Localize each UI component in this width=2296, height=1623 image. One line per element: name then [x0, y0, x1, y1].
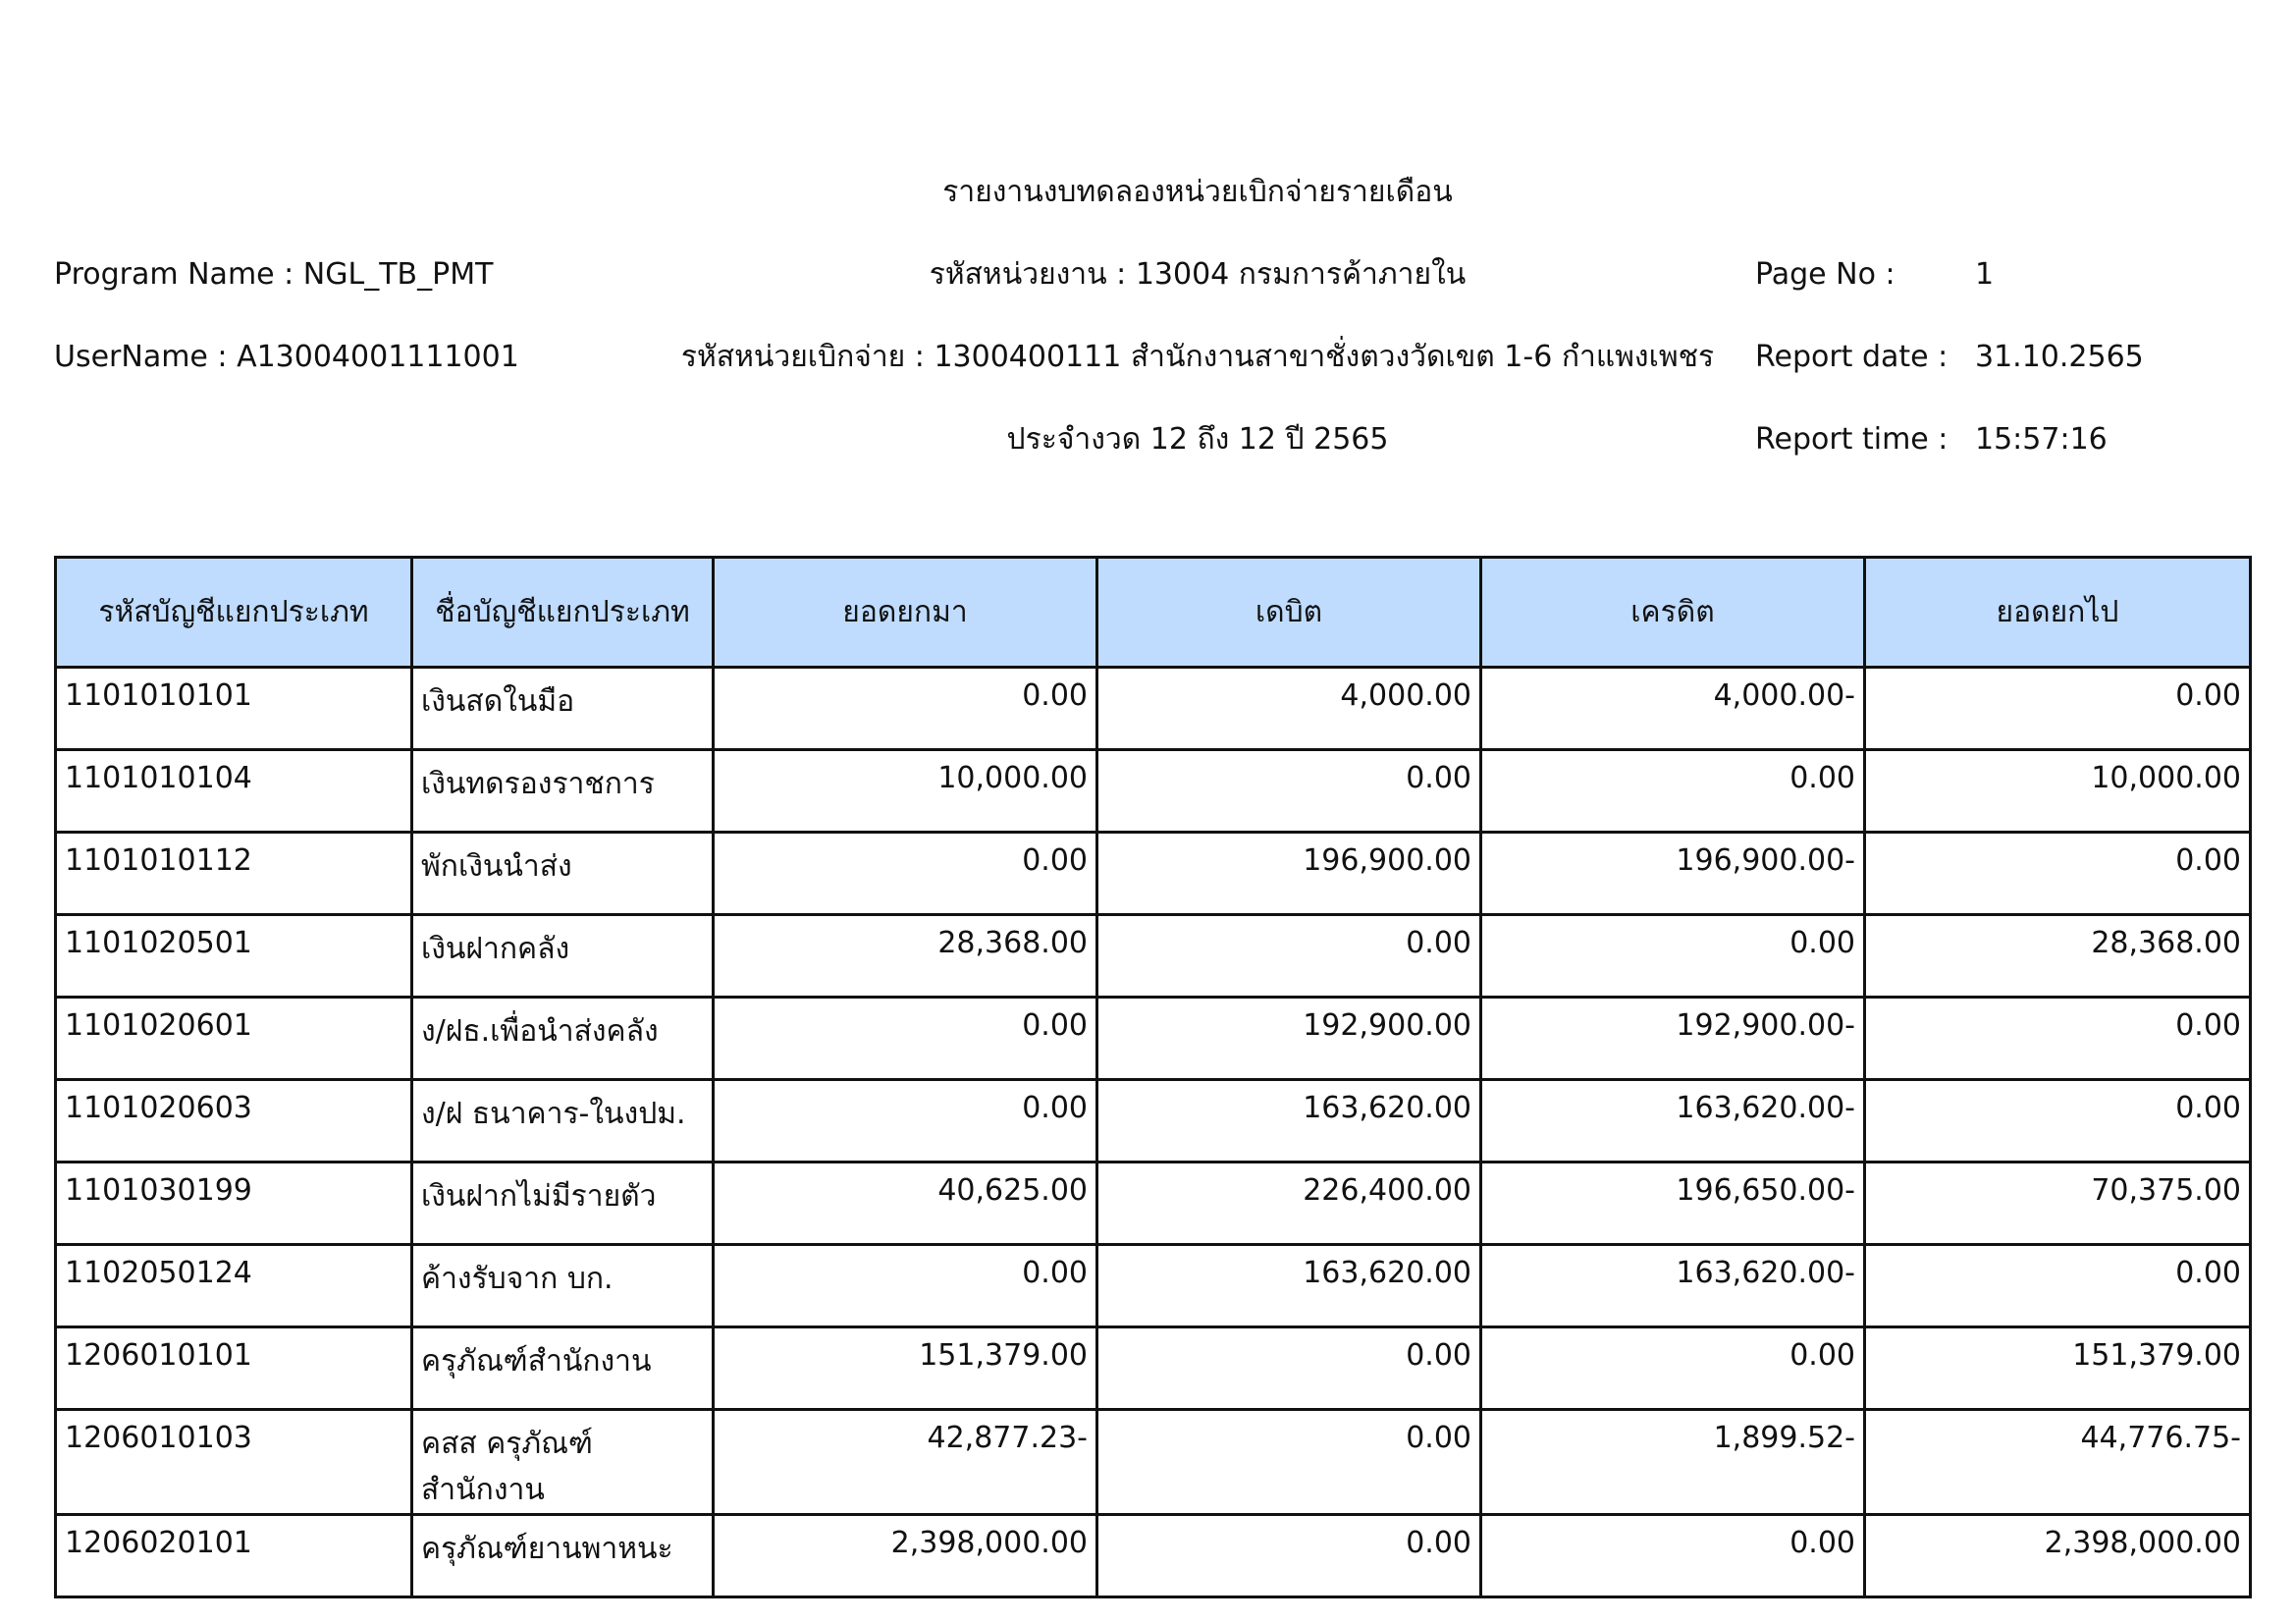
cell-account-name: ง/ฝ ธนาคาร-ในงปม.	[412, 1080, 714, 1163]
cell-balance-forward: 42,877.23-	[714, 1410, 1097, 1515]
cell-account-code: 1101020601	[56, 998, 412, 1080]
table-row	[56, 1515, 2251, 1597]
report-time-label: Report time :	[1755, 422, 1949, 457]
cell-balance-forward: 40,625.00	[714, 1163, 1097, 1245]
table-row	[56, 1245, 2251, 1327]
cell-balance-forward: 151,379.00	[714, 1327, 1097, 1410]
cell-debit: 192,900.00	[1097, 998, 1481, 1080]
cell-credit: 0.00	[1481, 1515, 1865, 1597]
cell-balance-forward: 0.00	[714, 1080, 1097, 1163]
col-header-account-code: รหัสบัญชีแยกประเภท	[56, 558, 412, 668]
cell-balance-forward: 0.00	[714, 833, 1097, 915]
cell-balance-carried: 44,776.75-	[1865, 1410, 2251, 1515]
cell-balance-carried: 0.00	[1865, 668, 2251, 750]
cell-debit: 196,900.00	[1097, 833, 1481, 915]
cell-account-name: เงินฝากคลัง	[412, 915, 714, 998]
cell-account-name: ง/ฝธ.เพื่อนำส่งคลัง	[412, 998, 714, 1080]
report-date: 31.10.2565	[1975, 340, 2144, 374]
disbursing-unit: รหัสหน่วยเบิกจ่าย : 1300400111 สำนักงานสาขาชั่งตวงวัดเขต 1-6 กำแพงเพชร	[680, 340, 1715, 374]
cell-credit: 196,650.00-	[1481, 1163, 1865, 1245]
page-no: 1	[1975, 257, 1995, 292]
cell-credit: 0.00	[1481, 915, 1865, 998]
cell-account-code: 1206020101	[56, 1515, 412, 1597]
cell-account-code: 1101010101	[56, 668, 412, 750]
cell-account-code: 1101030199	[56, 1163, 412, 1245]
cell-balance-forward: 2,398,000.00	[714, 1515, 1097, 1597]
cell-debit: 163,620.00	[1097, 1080, 1481, 1163]
table-row	[56, 1410, 2251, 1515]
cell-account-code: 1206010103	[56, 1410, 412, 1515]
cell-balance-carried: 70,375.00	[1865, 1163, 2251, 1245]
cell-balance-carried: 0.00	[1865, 833, 2251, 915]
table-row	[56, 833, 2251, 915]
cell-account-name: คสส ครุภัณฑ์สำนักงาน	[412, 1410, 714, 1515]
cell-account-name: พักเงินนำส่ง	[412, 833, 714, 915]
col-header-credit: เครดิต	[1481, 558, 1865, 668]
cell-balance-forward: 28,368.00	[714, 915, 1097, 998]
cell-debit: 163,620.00	[1097, 1245, 1481, 1327]
cell-debit: 0.00	[1097, 1410, 1481, 1515]
cell-balance-forward: 10,000.00	[714, 750, 1097, 833]
cell-balance-forward: 0.00	[714, 668, 1097, 750]
cell-balance-forward: 0.00	[714, 998, 1097, 1080]
cell-credit: 163,620.00-	[1481, 1080, 1865, 1163]
cell-balance-carried: 0.00	[1865, 1080, 2251, 1163]
table-row	[56, 1080, 2251, 1163]
cell-debit: 226,400.00	[1097, 1163, 1481, 1245]
cell-account-code: 1101010112	[56, 833, 412, 915]
cell-account-name: ครุภัณฑ์สำนักงาน	[412, 1327, 714, 1410]
table-row	[56, 1327, 2251, 1410]
cell-account-name: ครุภัณฑ์ยานพาหนะ	[412, 1515, 714, 1597]
cell-credit: 192,900.00-	[1481, 998, 1865, 1080]
cell-credit: 1,899.52-	[1481, 1410, 1865, 1515]
cell-credit: 0.00	[1481, 750, 1865, 833]
cell-credit: 4,000.00-	[1481, 668, 1865, 750]
cell-balance-carried: 0.00	[1865, 1245, 2251, 1327]
report-time: 15:57:16	[1975, 422, 2108, 457]
col-header-balance-carried: ยอดยกไป	[1865, 558, 2251, 668]
table-row	[56, 668, 2251, 750]
table-row	[56, 1163, 2251, 1245]
agency-code: รหัสหน่วยงาน : 13004 กรมการค้าภายใน	[929, 257, 1467, 292]
report-title: รายงานงบทดลองหน่วยเบิกจ่ายรายเดือน	[942, 175, 1453, 209]
cell-debit: 0.00	[1097, 1515, 1481, 1597]
table-row	[56, 998, 2251, 1080]
table-row	[56, 750, 2251, 833]
cell-account-code: 1102050124	[56, 1245, 412, 1327]
col-header-account-name: ชื่อบัญชีแยกประเภท	[412, 558, 714, 668]
report-date-label: Report date :	[1755, 340, 1949, 374]
report-period: ประจำงวด 12 ถึง 12 ปี 2565	[1006, 422, 1389, 457]
cell-debit: 0.00	[1097, 750, 1481, 833]
cell-account-name: เงินทดรองราชการ	[412, 750, 714, 833]
cell-account-code: 1206010101	[56, 1327, 412, 1410]
cell-debit: 4,000.00	[1097, 668, 1481, 750]
cell-balance-carried: 0.00	[1865, 998, 2251, 1080]
page-no-label: Page No :	[1755, 257, 1896, 292]
cell-balance-carried: 2,398,000.00	[1865, 1515, 2251, 1597]
cell-account-name: เงินสดในมือ	[412, 668, 714, 750]
cell-balance-carried: 28,368.00	[1865, 915, 2251, 998]
cell-account-code: 1101020501	[56, 915, 412, 998]
cell-credit: 0.00	[1481, 1327, 1865, 1410]
cell-balance-carried: 151,379.00	[1865, 1327, 2251, 1410]
cell-account-code: 1101020603	[56, 1080, 412, 1163]
cell-credit: 163,620.00-	[1481, 1245, 1865, 1327]
col-header-balance-forward: ยอดยกมา	[714, 558, 1097, 668]
cell-credit: 196,900.00-	[1481, 833, 1865, 915]
cell-debit: 0.00	[1097, 1327, 1481, 1410]
table-header-row	[56, 558, 2251, 668]
cell-balance-carried: 10,000.00	[1865, 750, 2251, 833]
col-header-debit: เดบิต	[1097, 558, 1481, 668]
cell-balance-forward: 0.00	[714, 1245, 1097, 1327]
cell-account-name: ค้างรับจาก บก.	[412, 1245, 714, 1327]
cell-debit: 0.00	[1097, 915, 1481, 998]
cell-account-code: 1101010104	[56, 750, 412, 833]
table-row	[56, 915, 2251, 998]
trial-balance-table	[54, 556, 2252, 1598]
program-name: Program Name : NGL_TB_PMT	[54, 257, 494, 292]
username: UserName : A13004001111001	[54, 340, 519, 374]
table-body	[56, 668, 2251, 1597]
cell-account-name: เงินฝากไม่มีรายตัว	[412, 1163, 714, 1245]
